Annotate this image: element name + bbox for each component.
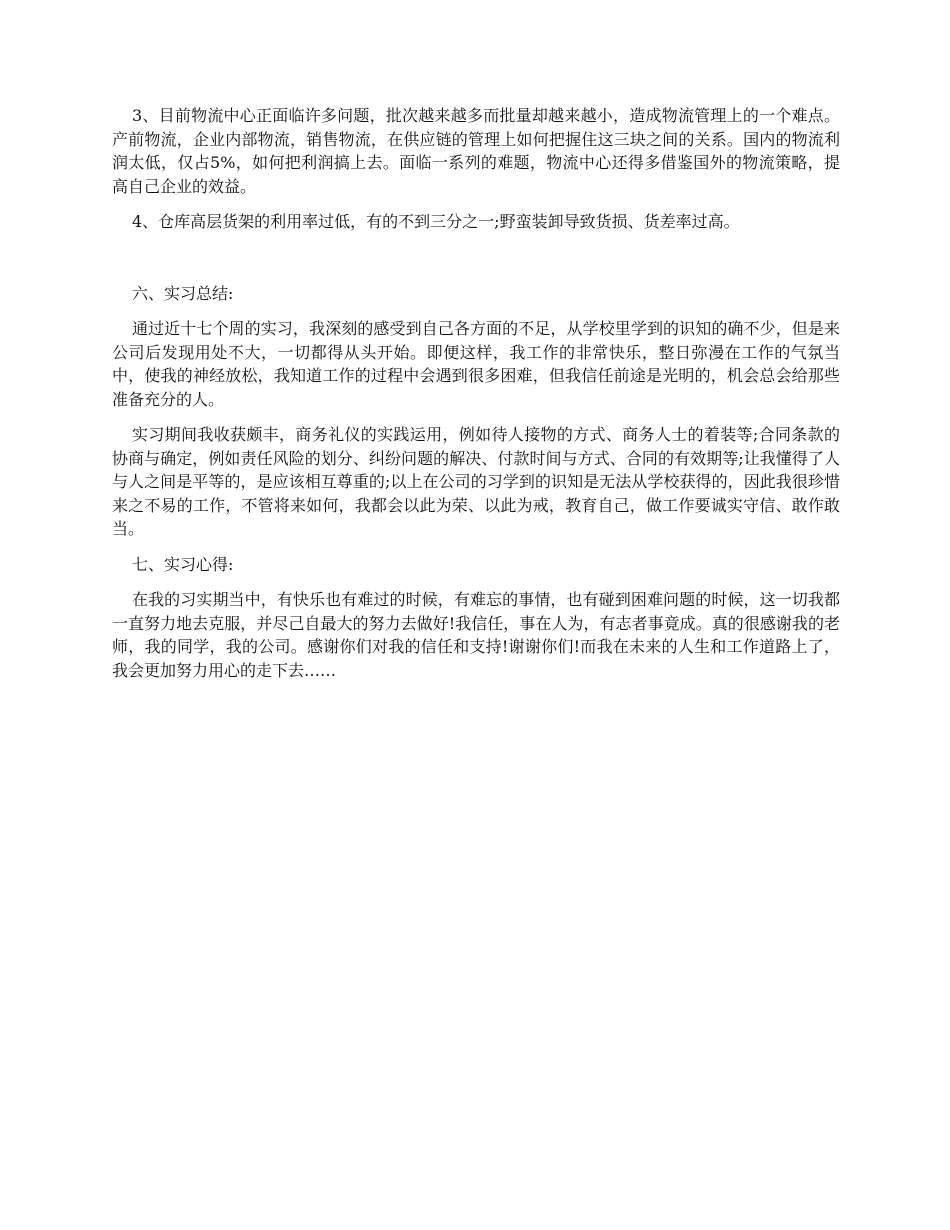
paragraph-summary-1: 通过近十七个周的实习，我深刻的感受到自己各方面的不足，从学校里学到的识知的确不少，但是来公司后发现用处不大，一切都得从头开始。即便这样，我工作的非常快乐，整日弥漫在工作的气氛当中，使我的神经放松，我知道工作的过程中会遇到很多困难，但我信任前途是光明的，机会总会给那些准备充分的人。: [112, 319, 840, 409]
paragraph-experience: 在我的习实期当中，有快乐也有难过的时候，有难忘的事情，也有碰到困难问题的时候，这一切我都一直努力地去克服，并尽己自最大的努力去做好!我信任，事在人为，有志者事竟成。真的很感谢我的老师，我的同学，我的公司。感谢你们对我的信任和支持!谢谢你们!而我在未来的人生和工作道路上了，我会更加努力用心的走下去……: [112, 590, 840, 680]
document-page: [112, 104, 840, 682]
paragraph-item-3: 3、目前物流中心正面临许多问题，批次越来越多而批量却越来越小，造成物流管理上的一个难点。产前物流，企业内部物流，销售物流，在供应链的管理上如何把握住这三块之间的关系。国内的物流利润太低，仅占5%，如何把利润搞上去。面临一系列的难题，物流中心还得多借鉴国外的物流策略，提高自己企业的效益。: [112, 106, 840, 196]
paragraph-summary-2: 实习期间我收获颇丰，商务礼仪的实践运用，例如待人接物的方式、商务人士的着装等;合同条款的协商与确定，例如责任风险的划分、纠纷问题的解决、付款时间与方式、合同的有效期等;让我懂得了人与人之间是平等的，是应该相互尊重的;以上在公司的习学到的识知是无法从学校获得的，因此我很珍惜来之不易的工作，不管将来如何，我都会以此为荣、以此为戒，教育自己，做工作要诚实守信、敢作敢当。: [112, 425, 840, 538]
section-heading-summary: 六、实习总结:: [132, 283, 234, 303]
section-heading-experience: 七、实习心得:: [132, 554, 234, 574]
paragraph-item-4: 4、仓库高层货架的利用率过低，有的不到三分之一;野蛮装卸导致货损、货差率过高。: [132, 212, 740, 231]
